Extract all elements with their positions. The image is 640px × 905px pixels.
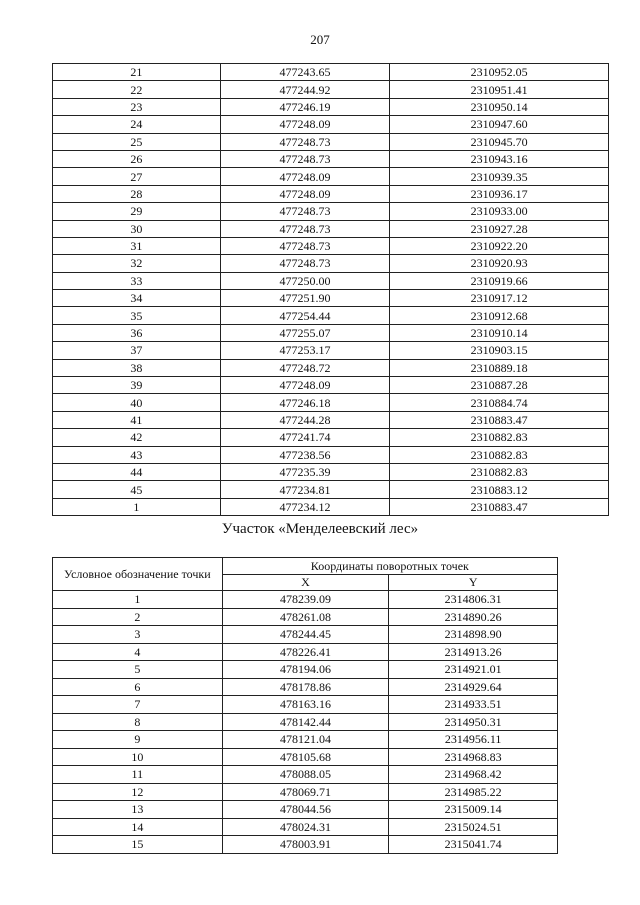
x-coordinate-cell: 477248.73: [220, 255, 390, 272]
x-coordinate-cell: 477248.73: [220, 220, 390, 237]
y-coordinate-cell: 2315009.14: [389, 801, 558, 819]
point-number-cell: 14: [53, 818, 223, 836]
point-number-cell: 35: [53, 307, 221, 324]
y-coordinate-cell: 2310882.83: [390, 429, 609, 446]
y-coordinate-cell: 2310882.83: [390, 463, 609, 480]
x-coordinate-cell: 477248.09: [220, 168, 390, 185]
y-coordinate-cell: 2314890.26: [389, 608, 558, 626]
table-row: [53, 766, 558, 784]
y-coordinate-cell: 2310883.47: [390, 498, 609, 515]
table-row: [53, 307, 609, 324]
point-number-cell: 44: [53, 463, 221, 480]
y-coordinate-cell: 2315024.51: [389, 818, 558, 836]
point-number-cell: 30: [53, 220, 221, 237]
point-number-cell: 5: [53, 661, 223, 679]
page-number: 207: [310, 32, 330, 47]
point-number-cell: 28: [53, 185, 221, 202]
table-row: [53, 713, 558, 731]
point-number-cell: 15: [53, 836, 223, 854]
y-coordinate-cell: 2314968.42: [389, 766, 558, 784]
x-coordinate-cell: 477234.12: [220, 498, 390, 515]
coordinates-table-body: [53, 64, 609, 516]
y-coordinate-cell: 2310943.16: [390, 150, 609, 167]
table-row: [53, 377, 609, 394]
x-coordinate-cell: 477244.92: [220, 81, 390, 98]
x-coordinate-cell: 478226.41: [222, 643, 389, 661]
x-coordinate-cell: 478244.45: [222, 626, 389, 644]
y-coordinate-cell: 2314933.51: [389, 696, 558, 714]
table-row: [53, 661, 558, 679]
y-coordinate-cell: 2314985.22: [389, 783, 558, 801]
y-coordinate-cell: 2310919.66: [390, 272, 609, 289]
coordinates-group-header: Координаты поворотных точек: [222, 558, 557, 575]
point-number-cell: 26: [53, 150, 221, 167]
y-coordinate-cell: 2310951.41: [390, 81, 609, 98]
section-title: Участок «Менделеевский лес»: [221, 521, 419, 537]
point-number-cell: 39: [53, 377, 221, 394]
point-number-cell: 13: [53, 801, 223, 819]
y-coordinate-cell: 2310889.18: [390, 359, 609, 376]
table-row: [53, 203, 609, 220]
y-coordinate-cell: 2310922.20: [390, 237, 609, 254]
x-coordinate-cell: 478069.71: [222, 783, 389, 801]
table-row: [53, 133, 609, 150]
x-coordinate-cell: 477246.19: [220, 98, 390, 115]
x-coordinate-cell: 477248.72: [220, 359, 390, 376]
point-number-cell: 32: [53, 255, 221, 272]
x-coordinate-cell: 477248.73: [220, 133, 390, 150]
point-number-cell: 45: [53, 481, 221, 498]
point-number-cell: 22: [53, 81, 221, 98]
x-coordinate-cell: 477248.73: [220, 150, 390, 167]
point-number-cell: 33: [53, 272, 221, 289]
y-coordinate-cell: 2310920.93: [390, 255, 609, 272]
point-number-cell: 25: [53, 133, 221, 150]
y-coordinate-cell: 2310947.60: [390, 116, 609, 133]
x-coordinate-cell: 477248.09: [220, 185, 390, 202]
y-coordinate-cell: 2310910.14: [390, 324, 609, 341]
table-row: [53, 429, 609, 446]
table-row: [53, 626, 558, 644]
point-number-cell: 8: [53, 713, 223, 731]
point-number-cell: 37: [53, 342, 221, 359]
table-row: [53, 696, 558, 714]
x-coordinate-cell: 478121.04: [222, 731, 389, 749]
table-row: [53, 116, 609, 133]
point-number-cell: 11: [53, 766, 223, 784]
x-coordinate-cell: 478239.09: [222, 591, 389, 609]
table-row: [53, 359, 609, 376]
x-coordinate-cell: 478163.16: [222, 696, 389, 714]
x-coordinate-cell: 477248.09: [220, 116, 390, 133]
point-number-cell: 36: [53, 324, 221, 341]
table-row: [53, 463, 609, 480]
y-coordinate-cell: 2310945.70: [390, 133, 609, 150]
y-coordinate-cell: 2310903.15: [390, 342, 609, 359]
y-coordinate-cell: 2314921.01: [389, 661, 558, 679]
coordinates-table-continued: [52, 63, 609, 516]
table-row: [53, 818, 558, 836]
point-number-cell: 3: [53, 626, 223, 644]
point-number-cell: 40: [53, 394, 221, 411]
table-row: [53, 220, 609, 237]
x-coordinate-cell: 477248.73: [220, 203, 390, 220]
table-row: [53, 643, 558, 661]
point-number-cell: 10: [53, 748, 223, 766]
table-row: [53, 608, 558, 626]
table-row: [53, 64, 609, 81]
x-coordinate-cell: 477246.18: [220, 394, 390, 411]
x-coordinate-cell: 477254.44: [220, 307, 390, 324]
table-row: [53, 446, 609, 463]
table-row: [53, 394, 609, 411]
table-row: [53, 481, 609, 498]
point-number-cell: 4: [53, 643, 223, 661]
point-number-cell: 9: [53, 731, 223, 749]
y-coordinate-cell: 2310912.68: [390, 307, 609, 324]
coordinates-table-body: [53, 591, 558, 854]
table-header: [53, 558, 558, 591]
table-row: [53, 237, 609, 254]
table-row: [53, 290, 609, 307]
point-number-cell: 1: [53, 498, 221, 515]
point-number-cell: 6: [53, 678, 223, 696]
point-number-cell: 42: [53, 429, 221, 446]
table-row: [53, 748, 558, 766]
x-coordinate-cell: 478142.44: [222, 713, 389, 731]
y-coordinate-cell: 2310883.12: [390, 481, 609, 498]
y-coordinate-cell: 2314898.90: [389, 626, 558, 644]
x-coordinate-cell: 477248.09: [220, 377, 390, 394]
y-coordinate-cell: 2314913.26: [389, 643, 558, 661]
header-row: [53, 558, 558, 575]
y-coordinate-cell: 2315041.74: [389, 836, 558, 854]
x-coordinate-cell: 477243.65: [220, 64, 390, 81]
point-label-header: Условное обозначение точки: [53, 558, 223, 591]
x-coordinate-cell: 478088.05: [222, 766, 389, 784]
point-number-cell: 1: [53, 591, 223, 609]
table-row: [53, 98, 609, 115]
table-row: [53, 411, 609, 428]
x-coordinate-cell: 478194.06: [222, 661, 389, 679]
x-coordinate-cell: 477235.39: [220, 463, 390, 480]
x-coordinate-cell: 478024.31: [222, 818, 389, 836]
x-coordinate-cell: 478003.91: [222, 836, 389, 854]
x-coordinate-cell: 478178.86: [222, 678, 389, 696]
point-number-cell: 23: [53, 98, 221, 115]
y-coordinate-cell: 2310952.05: [390, 64, 609, 81]
point-number-cell: 2: [53, 608, 223, 626]
table-row: [53, 272, 609, 289]
table-row: [53, 168, 609, 185]
y-coordinate-cell: 2314950.31: [389, 713, 558, 731]
table-row: [53, 801, 558, 819]
y-coordinate-cell: 2314956.11: [389, 731, 558, 749]
x-coordinate-cell: 477244.28: [220, 411, 390, 428]
table-row: [53, 498, 609, 515]
x-coordinate-cell: 477255.07: [220, 324, 390, 341]
y-coordinate-cell: 2310950.14: [390, 98, 609, 115]
table-row: [53, 185, 609, 202]
x-coordinate-cell: 477250.00: [220, 272, 390, 289]
table-row: [53, 678, 558, 696]
table-row: [53, 255, 609, 272]
table-row: [53, 591, 558, 609]
point-number-cell: 38: [53, 359, 221, 376]
y-coordinate-cell: 2310933.00: [390, 203, 609, 220]
point-number-cell: 41: [53, 411, 221, 428]
table-row: [53, 342, 609, 359]
y-coordinate-cell: 2310882.83: [390, 446, 609, 463]
x-coordinate-cell: 477248.73: [220, 237, 390, 254]
table-row: [53, 731, 558, 749]
point-number-cell: 24: [53, 116, 221, 133]
point-number-cell: 34: [53, 290, 221, 307]
x-coordinate-cell: 477253.17: [220, 342, 390, 359]
table-row: [53, 81, 609, 98]
y-coordinate-cell: 2314806.31: [389, 591, 558, 609]
y-coordinate-cell: 2310936.17: [390, 185, 609, 202]
table-row: [53, 836, 558, 854]
x-coordinate-cell: 478105.68: [222, 748, 389, 766]
y-coordinate-cell: 2310939.35: [390, 168, 609, 185]
x-coordinate-cell: 477251.90: [220, 290, 390, 307]
point-number-cell: 43: [53, 446, 221, 463]
mendeleevsky-les-coordinates-table: [52, 557, 558, 854]
x-coordinate-cell: 477238.56: [220, 446, 390, 463]
table-row: [53, 150, 609, 167]
point-number-cell: 21: [53, 64, 221, 81]
table-row: [53, 324, 609, 341]
x-coordinate-cell: 478261.08: [222, 608, 389, 626]
point-number-cell: 12: [53, 783, 223, 801]
y-coordinate-cell: 2310887.28: [390, 377, 609, 394]
x-coordinate-cell: 477241.74: [220, 429, 390, 446]
point-number-cell: 31: [53, 237, 221, 254]
y-coordinate-cell: 2310884.74: [390, 394, 609, 411]
point-number-cell: 7: [53, 696, 223, 714]
y-coordinate-cell: 2310883.47: [390, 411, 609, 428]
table-row: [53, 783, 558, 801]
y-column-header: Y: [389, 575, 558, 591]
x-column-header: X: [222, 575, 389, 591]
y-coordinate-cell: 2310927.28: [390, 220, 609, 237]
y-coordinate-cell: 2314968.83: [389, 748, 558, 766]
x-coordinate-cell: 478044.56: [222, 801, 389, 819]
x-coordinate-cell: 477234.81: [220, 481, 390, 498]
point-number-cell: 27: [53, 168, 221, 185]
y-coordinate-cell: 2314929.64: [389, 678, 558, 696]
point-number-cell: 29: [53, 203, 221, 220]
y-coordinate-cell: 2310917.12: [390, 290, 609, 307]
